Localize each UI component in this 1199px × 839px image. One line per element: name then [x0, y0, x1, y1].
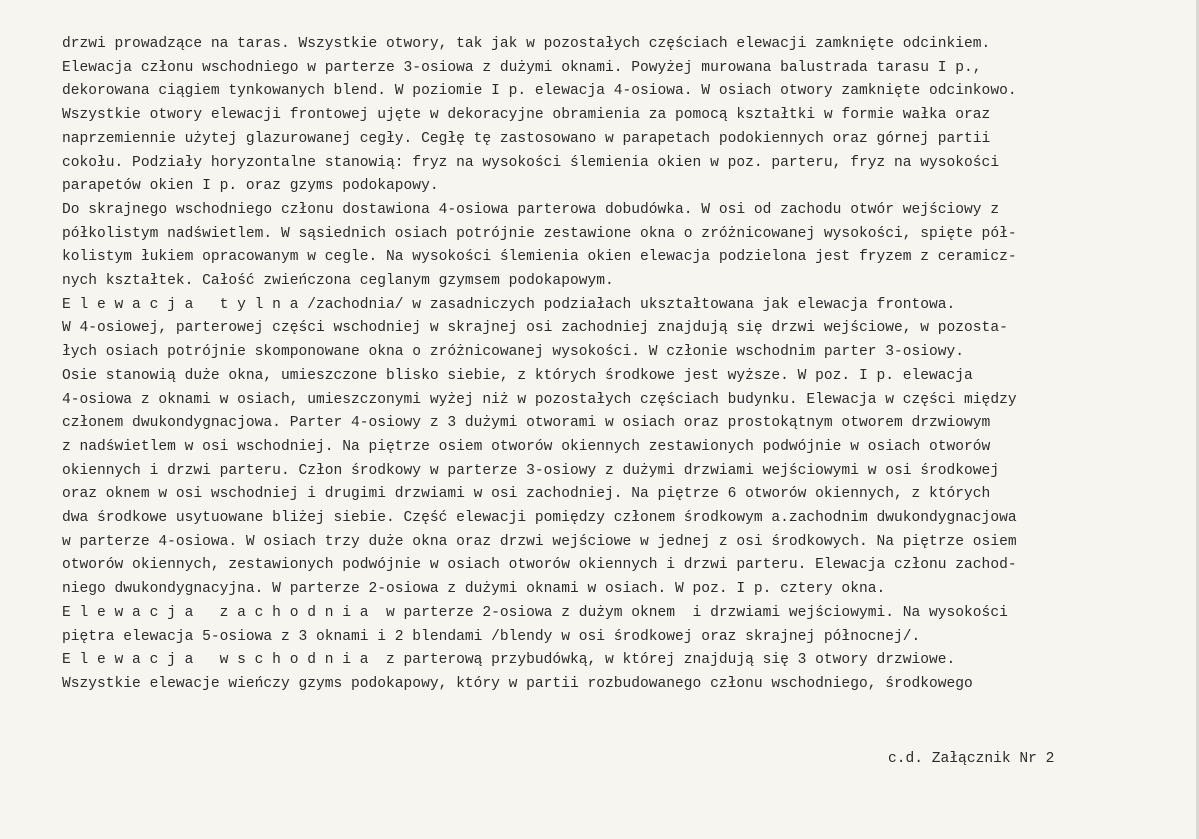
attachment-footer: c.d. Załącznik Nr 2	[888, 751, 1055, 767]
text-line: Elewacja członu wschodniego w parterze 3-osiowa z dużymi oknami. Powyżej murowana balustrada tarasu I p.,	[62, 59, 982, 76]
text-line: łych osiach potrójnie skomponowane okna o zróżnicowanej wysokości. W członie wschodnim parter 3-osiowy.	[62, 344, 965, 361]
text-line: E l e w a c j a w s c h o d n i a z parterową przybudówką, w której znajdują się 3 otwory drzwiowe.	[62, 652, 956, 669]
text-line: E l e w a c j a t y l n a /zachodnia/ w zasadniczych podziałach ukształtowana jak elewacja frontowa.	[62, 296, 956, 313]
text-line: z nadświetlem w osi wschodniej. Na piętrze osiem otworów okiennych zestawionych podwójnie w osiach otworów	[62, 438, 991, 455]
text-line: W 4-osiowej, parterowej części wschodniej w skrajnej osi zachodniej znajdują się drzwi wejściowe, w pozosta-	[62, 320, 1008, 337]
text-line: niego dwukondygnacyjna. W parterze 2-osiowa z dużymi oknami w osiach. W poz. I p. cztery okna.	[62, 581, 886, 598]
text-line: Wszystkie otwory elewacji frontowej ujęte w dekoracyjne obramienia za pomocą kształtki w formie wałka oraz	[62, 107, 991, 124]
text-line: E l e w a c j a z a c h o d n i a w parterze 2-osiowa z dużym oknem i drzwiami wejściowymi. Na wysokości	[62, 604, 1008, 621]
text-line: kolistym łukiem opracowanym w cegle. Na wysokości ślemienia okien elewacja podzielona jest fryzem z ceramicz-	[62, 249, 1017, 266]
text-line: członem dwukondygnacjowa. Parter 4-osiowy z 3 dużymi otworami w osiach oraz prostokątnym otworem drzwiowym	[62, 415, 991, 432]
text-line: parapetów okien I p. oraz gzyms podokapowy.	[62, 178, 439, 195]
text-line: piętra elewacja 5-osiowa z 3 oknami i 2 blendami /blendy w osi środkowej oraz skrajnej północnej/.	[62, 628, 921, 645]
text-line: półkolistym nadświetlem. W sąsiednich osiach potrójnie zestawione okna o zróżnicowanej wysokości, spięte pół-	[62, 225, 1017, 242]
text-line: Osie stanowią duże okna, umieszczone blisko siebie, z których środkowe jest wyższe. W poz. I p. elewacja	[62, 367, 973, 384]
text-line: w parterze 4-osiowa. W osiach trzy duże okna oraz drzwi wejściowe w jednej z osi środkowych. Na piętrze osiem	[62, 533, 1017, 550]
text-line: drzwi prowadzące na taras. Wszystkie otwory, tak jak w pozostałych częściach elewacji zamknięte odcinkiem.	[62, 36, 991, 52]
text-line: otworów okiennych, zestawionych podwójnie w osiach otworów okiennych i drzwi parteru. Elewacja członu zachod-	[62, 557, 1017, 574]
text-line: nych kształtek. Całość zwieńczona ceglanym gzymsem podokapowym.	[62, 273, 614, 290]
text-line: okiennych i drzwi parteru. Człon środkowy w parterze 3-osiowy z dużymi drzwiami wejściowymi w osi środkowej	[62, 462, 1000, 479]
text-line: 4-osiowa z oknami w osiach, umieszczonymi wyżej niż w pozostałych częściach budynku. Elewacja w części między	[62, 391, 1017, 408]
text-line: oraz oknem w osi wschodniej i drugimi drzwiami w osi zachodniej. Na piętrze 6 otworów okiennych, z których	[62, 486, 991, 503]
text-line: dwa środkowe usytuowane bliżej siebie. Część elewacji pomiędzy członem środkowym a.zachodnim dwukondygnacjowa	[62, 510, 1017, 527]
document-body	[62, 33, 1182, 697]
text-line: dekorowana ciągiem tynkowanych blend. W poziomie I p. elewacja 4-osiowa. W osiach otwory zamknięte odcinkowo.	[62, 83, 1017, 100]
text-line: naprzemiennie użytej glazurowanej cegły. Cegłę tę zastosowano w parapetach podokiennych oraz górnej partii	[62, 130, 991, 147]
text-line: Wszystkie elewacje wieńczy gzyms podokapowy, który w partii rozbudowanego członu wschodniego, środkowego	[62, 675, 973, 692]
text-line: cokołu. Podziały horyzontalne stanowią: fryz na wysokości ślemienia okien w poz. parteru, fryz na wysokości	[62, 154, 1000, 171]
text-line: Do skrajnego wschodniego członu dostawiona 4-osiowa parterowa dobudówka. W osi od zachodu otwór wejściowy z	[62, 201, 1000, 218]
